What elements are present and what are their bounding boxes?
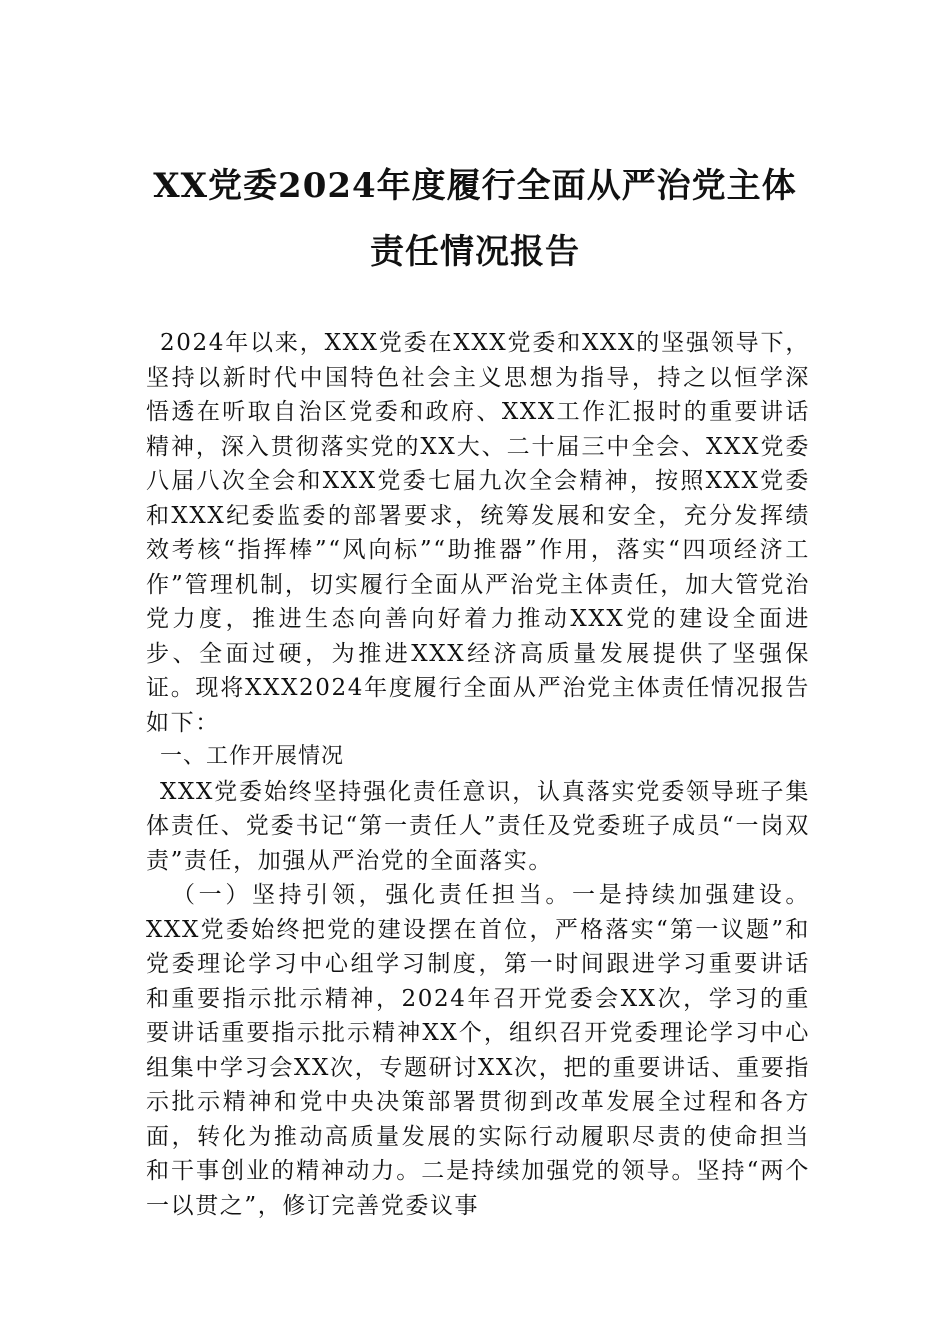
section-paragraph: XXX党委始终坚持强化责任意识，认真落实党委领导班子集体责任、党委书记“第一责任人”责任及党委班子成员“一岗双责”责任，加强从严治党的全面落实。 [146,778,810,874]
section-heading-work-status: 一、工作开展情况 [160,744,345,769]
subsection-paragraph: （一）坚持引领，强化责任担当。一是持续加强建设。XXX党委始终把党的建设摆在首位，严格落实“第一议题”和党委理论学习中心组学习制度，第一时间跟进学习重要讲话和重要指示批示精神，2024年召开党委会XX次，学习的重要讲话重要指示批示精神XX个，组织召开党委理论学习中心组集中学习会XX次，专题研讨XX次，把的重要讲话、重要指示批示精神和党中央决策部署贯彻到改革发展全过程和各方面，转化为推动高质量发展的实际行动履职尽责的使命担当和干事创业的精神动力。二是持续加强党的领导。坚持“两个一以贯之”，修订完善党委议事 [146,882,810,1219]
document-body [146,326,810,1223]
document-title-line-2: 责任情况报告 [370,232,580,272]
intro-paragraph: 2024年以来，XXX党委在XXX党委和XXX的坚强领导下，坚持以新时代中国特色社会主义思想为指导，持之以恒学深悟透在听取自治区党委和政府、XXX工作汇报时的重要讲话精神，深入贯彻落实党的XX大、二十届三中全会、XXX党委八届八次全会和XXX党委七届九次全会精神，按照XXX党委和XXX纪委监委的部署要求，统筹发展和安全，充分发挥绩效考核“指挥棒”“风向标”“助推器”作用，落实“四项经济工作”管理机制，切实履行全面从严治党主体责任，加大管党治党力度，推进生态向善向好着力推动XXX党的建设全面进步、全面过硬，为推进XXX经济高质量发展提供了坚强保证。现将XXX2024年度履行全面从严治党主体责任情况报告如下： [146,330,810,736]
document-title-line-1: XX党委2024年度履行全面从严治党主体 [153,166,797,206]
